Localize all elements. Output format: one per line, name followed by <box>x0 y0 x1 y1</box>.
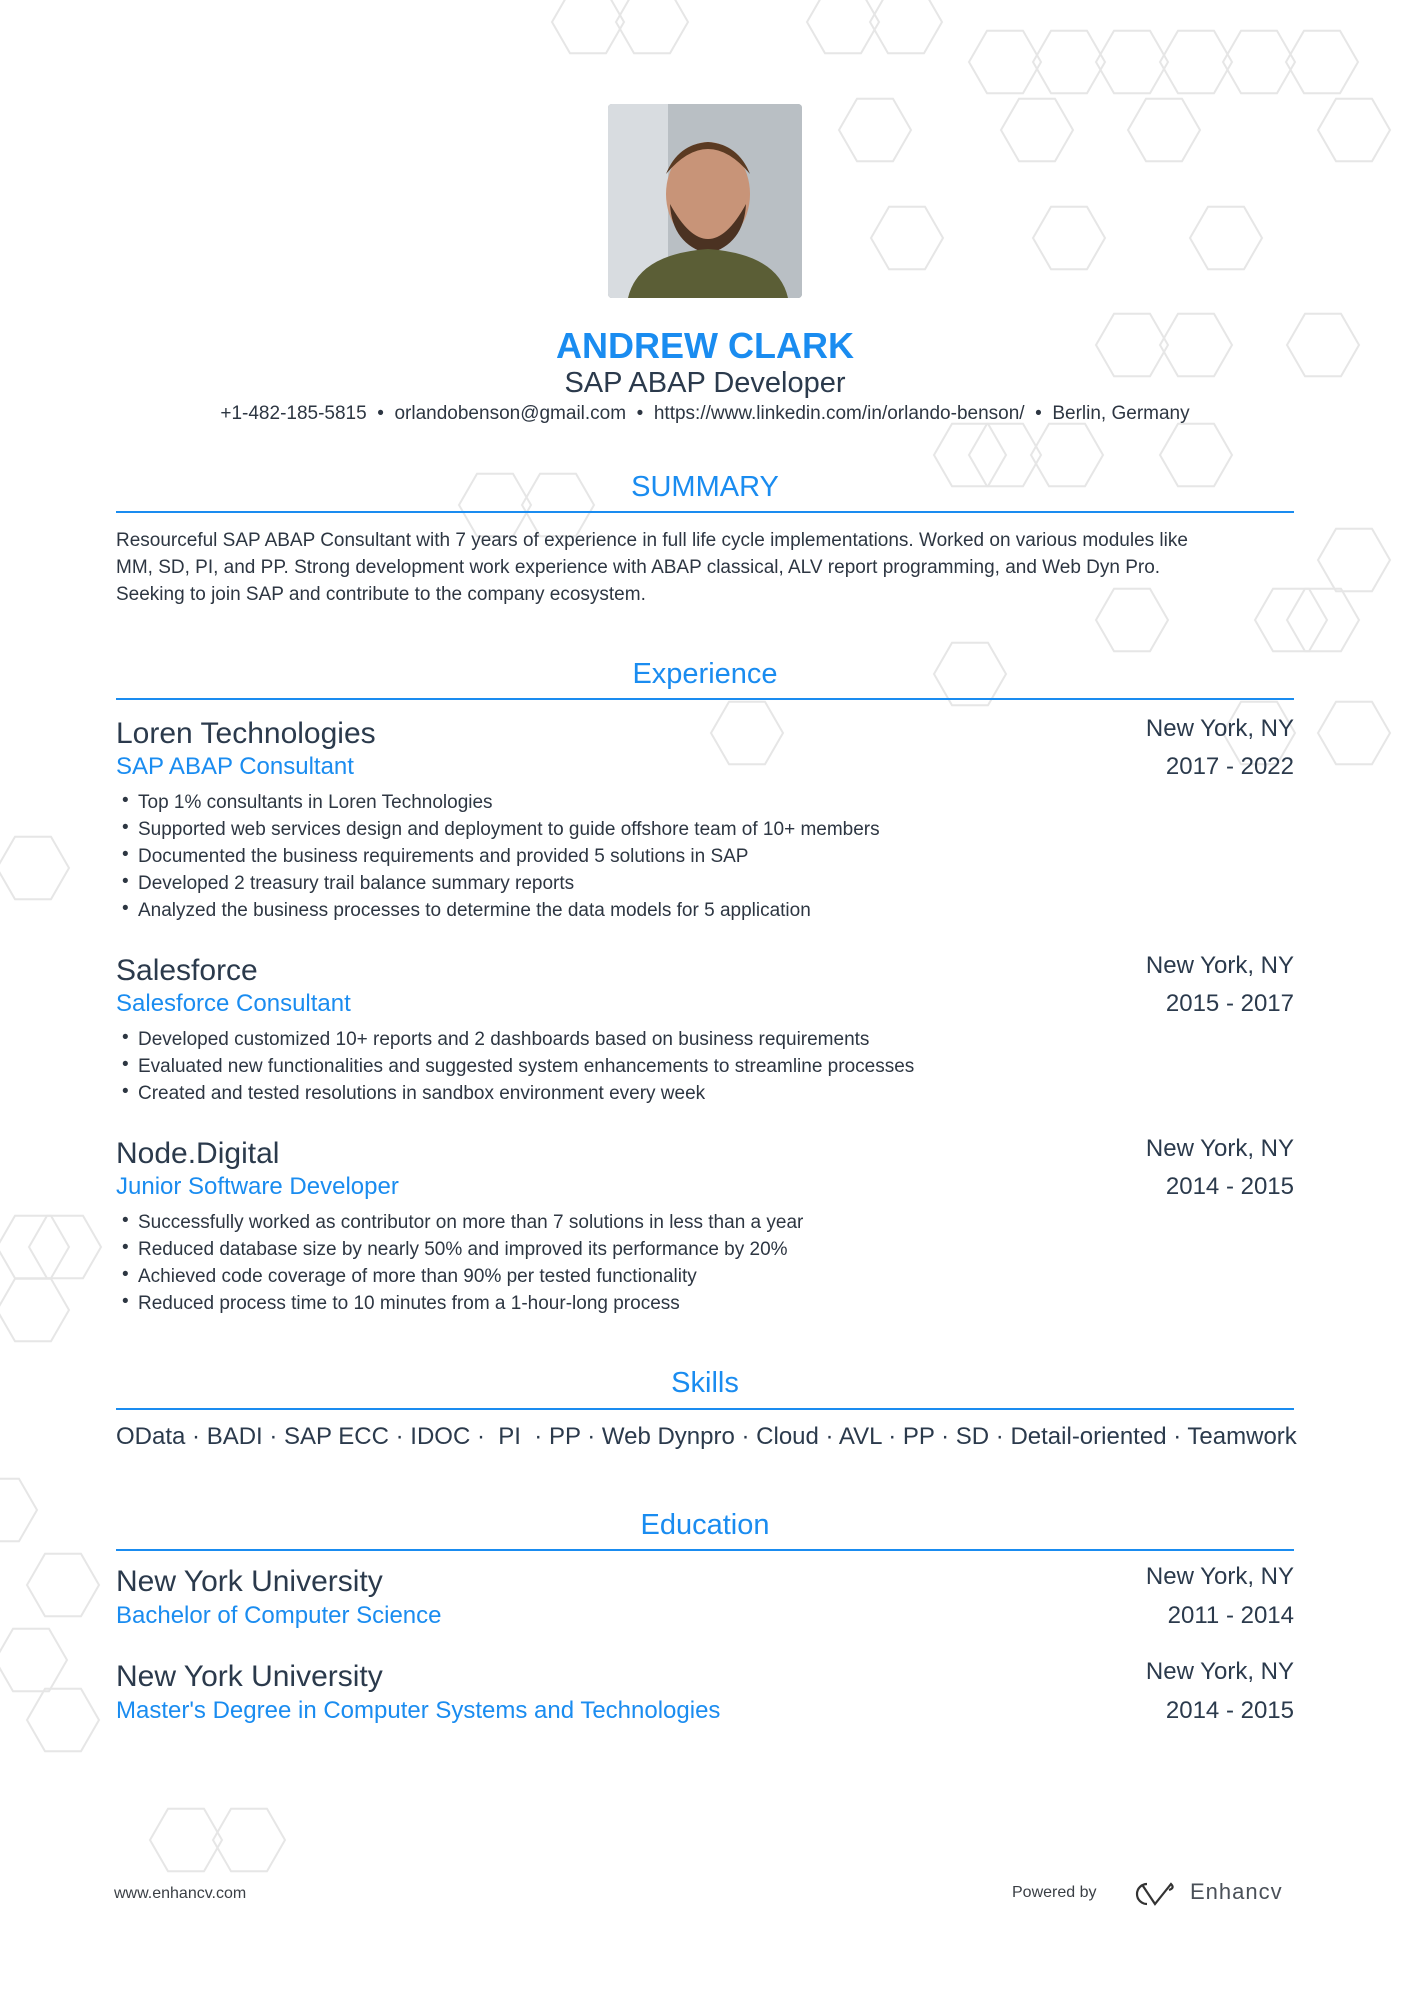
hexagon-shape <box>1318 702 1390 764</box>
hexagon-shape <box>27 1689 99 1751</box>
bullet-item: • Developed customized 10+ reports and 2 dashboards based on business requirements <box>122 1026 914 1053</box>
hexagon-shape <box>0 1479 37 1541</box>
school-name: New York University <box>116 1565 383 1598</box>
divider <box>116 511 1294 513</box>
profile-photo <box>608 104 802 298</box>
email-link[interactable]: orlandobenson@gmail.com <box>394 403 627 424</box>
hexagon-shape <box>711 702 783 764</box>
hexagon-shape <box>807 0 879 53</box>
job-dates: 2015 - 2017 <box>1165 990 1294 1017</box>
bullet-item: • Created and tested resolutions in sandbox environment every week <box>122 1080 914 1107</box>
education-location: New York, NY <box>1145 1563 1294 1590</box>
hexagon-shape <box>839 99 911 161</box>
summary-line: Resourceful SAP ABAP Consultant with 7 years of experience in full life cycle implementations. Worked on various modules like <box>116 530 1188 551</box>
job-role: SAP ABAP Consultant <box>116 753 354 780</box>
job-dates: 2014 - 2015 <box>1165 1173 1294 1200</box>
degree: Bachelor of Computer Science <box>116 1602 442 1629</box>
hexagon-shape <box>0 1279 69 1341</box>
hexagon-shape <box>27 1554 99 1616</box>
separator: • <box>636 403 644 424</box>
hexagon-shape <box>1318 99 1390 161</box>
candidate-name: ANDREW CLARK <box>556 325 854 366</box>
hexagon-shape <box>552 0 624 53</box>
divider <box>116 698 1294 700</box>
hexagon-shape <box>1128 99 1200 161</box>
job-dates: 2017 - 2022 <box>1165 753 1294 780</box>
hexagon-shape <box>1033 31 1105 93</box>
bullet-item: • Reduced database size by nearly 50% and improved its performance by 20% <box>122 1236 803 1263</box>
skills-heading: Skills <box>671 1367 739 1399</box>
hexagon-shape <box>150 1809 222 1871</box>
powered-by-label: Powered by <box>1012 1884 1097 1901</box>
hexagon-shape <box>1001 99 1073 161</box>
summary-line: MM, SD, PI, and PP. Strong development work experience with ABAP classical, ALV report programming, and Web Dyn Pro. <box>116 557 1161 578</box>
bullet-item: • Achieved code coverage of more than 90% per tested functionality <box>122 1263 803 1290</box>
hexagon-shape <box>29 1216 101 1278</box>
experience-heading: Experience <box>632 658 778 690</box>
bullet-item: • Reduced process time to 10 minutes from a 1-hour-long process <box>122 1290 803 1317</box>
job-bullets <box>122 1026 914 1107</box>
bullet-item: • Analyzed the business processes to determine the data models for 5 application <box>122 897 880 924</box>
hexagon-shape <box>1223 31 1295 93</box>
education-heading: Education <box>640 1509 770 1541</box>
job-location: New York, NY <box>1145 952 1294 979</box>
school-name: New York University <box>116 1660 383 1693</box>
hexagon-shape <box>1286 31 1358 93</box>
job-bullets <box>122 1209 803 1317</box>
enhancv-brand: Enhancv <box>1190 1879 1283 1904</box>
bullet-item: • Evaluated new functionalities and suggested system enhancements to streamline processes <box>122 1053 914 1080</box>
hexagon-shape <box>1190 207 1262 269</box>
degree: Master's Degree in Computer Systems and Technologies <box>116 1697 721 1724</box>
person-photo-icon <box>608 104 802 298</box>
hexagon-shape <box>1318 529 1390 591</box>
bullet-item: • Developed 2 treasury trail balance summary reports <box>122 870 880 897</box>
summary-heading: SUMMARY <box>631 471 779 503</box>
job-location: New York, NY <box>1145 1135 1294 1162</box>
footer-website[interactable]: www.enhancv.com <box>114 1885 247 1902</box>
hexagon-shape <box>0 837 69 899</box>
hexagon-shape <box>616 0 688 53</box>
hexagon-shape <box>0 1216 69 1278</box>
separator: • <box>377 403 384 424</box>
hexagon-shape <box>213 1809 285 1871</box>
enhancv-logo-icon <box>1131 1880 1179 1908</box>
job-role: Salesforce Consultant <box>116 990 351 1017</box>
bullet-item: • Documented the business requirements and provided 5 solutions in SAP <box>122 843 880 870</box>
job-bullets <box>122 789 880 924</box>
location: Berlin, Germany <box>1052 403 1190 424</box>
hexagon-shape <box>1160 31 1232 93</box>
divider <box>116 1408 1294 1410</box>
bullet-item: • Supported web services design and deployment to guide offshore team of 10+ members <box>122 816 880 843</box>
separator: • <box>1035 403 1042 424</box>
company-name: Loren Technologies <box>116 717 376 750</box>
job-location: New York, NY <box>1145 715 1294 742</box>
summary-text <box>116 527 1306 608</box>
company-name: Node.Digital <box>116 1137 280 1170</box>
hexagon-shape <box>870 0 942 53</box>
contact-line <box>0 402 1410 426</box>
hexagon-shape <box>969 31 1041 93</box>
divider <box>116 1549 1294 1551</box>
phone[interactable]: +1-482-185-5815 <box>220 403 367 424</box>
linkedin-link[interactable]: https://www.linkedin.com/in/orlando-benson/ <box>653 403 1025 424</box>
job-role: Junior Software Developer <box>116 1173 399 1200</box>
bullet-item: • Top 1% consultants in Loren Technologies <box>122 789 880 816</box>
education-location: New York, NY <box>1145 1658 1294 1685</box>
hexagon-shape <box>1033 207 1105 269</box>
education-dates: 2014 - 2015 <box>1165 1697 1294 1724</box>
bullet-item: • Successfully worked as contributor on more than 7 solutions in less than a year <box>122 1209 803 1236</box>
hexagon-shape <box>0 1629 67 1691</box>
candidate-title: SAP ABAP Developer <box>564 367 846 399</box>
hexagon-shape <box>1096 31 1168 93</box>
education-dates: 2011 - 2014 <box>1167 1602 1294 1629</box>
company-name: Salesforce <box>116 954 258 987</box>
summary-line: Seeking to join SAP and contribute to the company ecosystem. <box>116 584 646 605</box>
skills-list: OData · BADI · SAP ECC · IDOC · PI · PP · Web Dynpro · Cloud · AVL · PP · SD · Detail-oriented · Teamwork <box>116 1423 1297 1450</box>
hexagon-shape <box>871 207 943 269</box>
